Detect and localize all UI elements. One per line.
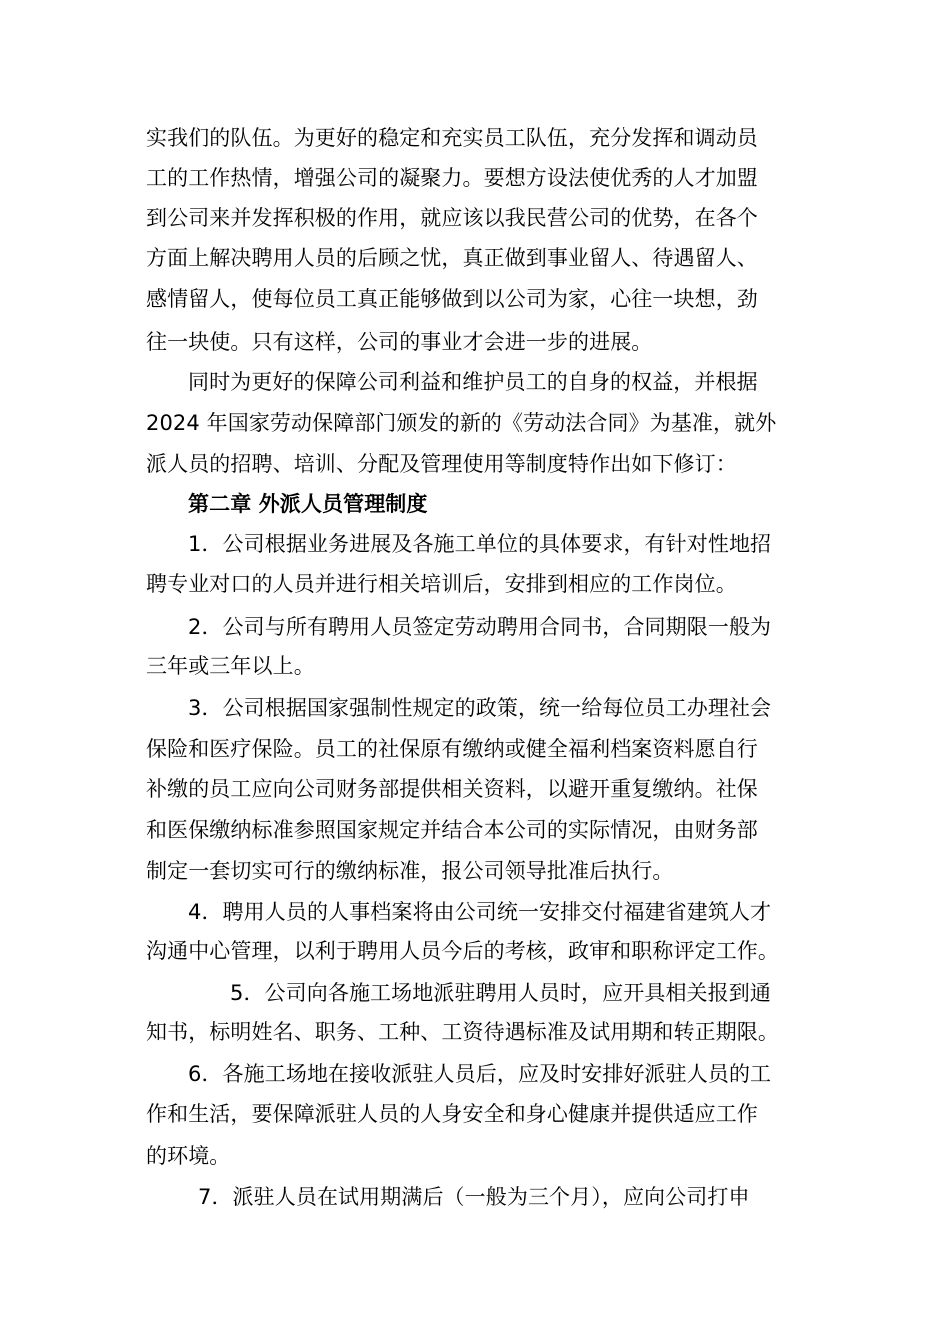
text-line: 到公司来并发挥积极的作用，就应该以我民营公司的优势，在各个 [146,206,758,230]
text-line: 实我们的队伍。为更好的稳定和充实员工队伍，充分发挥和调动员 [146,126,758,150]
text-line: 2．公司与所有聘用人员签定劳动聘用合同书，合同期限一般为 [188,615,772,639]
text-line: 工的工作热情，增强公司的凝聚力。要想方设法使优秀的人才加盟 [146,166,758,190]
text-line: 聘专业对口的人员并进行相关培训后，安排到相应的工作岗位。 [146,572,737,596]
text-line: 6．各施工场地在接收派驻人员后，应及时安排好派驻人员的工 [188,1062,772,1086]
text-line: 5．公司向各施工场地派驻聘用人员时，应开具相关报到通 [230,981,771,1005]
chapter-heading: 第二章 外派人员管理制度 [188,492,428,516]
text-line: 补缴的员工应向公司财务部提供相关资料，以避开重复缴纳。社保 [146,777,758,801]
text-line: 的环境。 [146,1144,231,1168]
text-line: 沟通中心管理，以利于聘用人员今后的考核，政审和职称评定工作。 [146,939,779,963]
text-line: 同时为更好的保障公司利益和维护员工的自身的权益，并根据 [188,370,758,394]
text-line: 往一块使。只有这样，公司的事业才会进一步的进展。 [146,330,653,354]
text-line: 4．聘用人员的人事档案将由公司统一安排交付福建省建筑人才 [188,900,772,924]
text-line: 三年或三年以上。 [146,654,315,678]
text-line: 方面上解决聘用人员的后顾之忧，真正做到事业留人、待遇留人、 [146,246,758,270]
text-line: 和医保缴纳标准参照国家规定并结合本公司的实际情况，由财务部 [146,818,758,842]
text-line: 作和生活，要保障派驻人员的人身安全和身心健康并提供适应工作 [146,1102,758,1126]
text-line: 1．公司根据业务进展及各施工单位的具体要求，有针对性地招 [188,532,772,556]
text-line: 3．公司根据国家强制性规定的政策，统一给每位员工办理社会 [188,696,772,720]
text-line: 7．派驻人员在试用期满后（一般为三个月），应向公司打申 [198,1185,750,1209]
text-line: 派人员的招聘、培训、分配及管理使用等制度特作出如下修订： [146,452,737,476]
text-line: 保险和医疗保险。员工的社保原有缴纳或健全福利档案资料愿自行 [146,737,758,761]
text-line: 知书，标明姓名、职务、工种、工资待遇标准及试用期和转正期限。 [146,1020,779,1044]
text-line: 制定一套切实可行的缴纳标准，报公司领导批准后执行。 [146,859,674,883]
text-line: 2024 年国家劳动保障部门颁发的新的《劳动法合同》为基准，就外 [146,411,777,435]
text-line: 感情留人，使每位员工真正能够做到以公司为家，心往一块想，劲 [146,287,758,311]
